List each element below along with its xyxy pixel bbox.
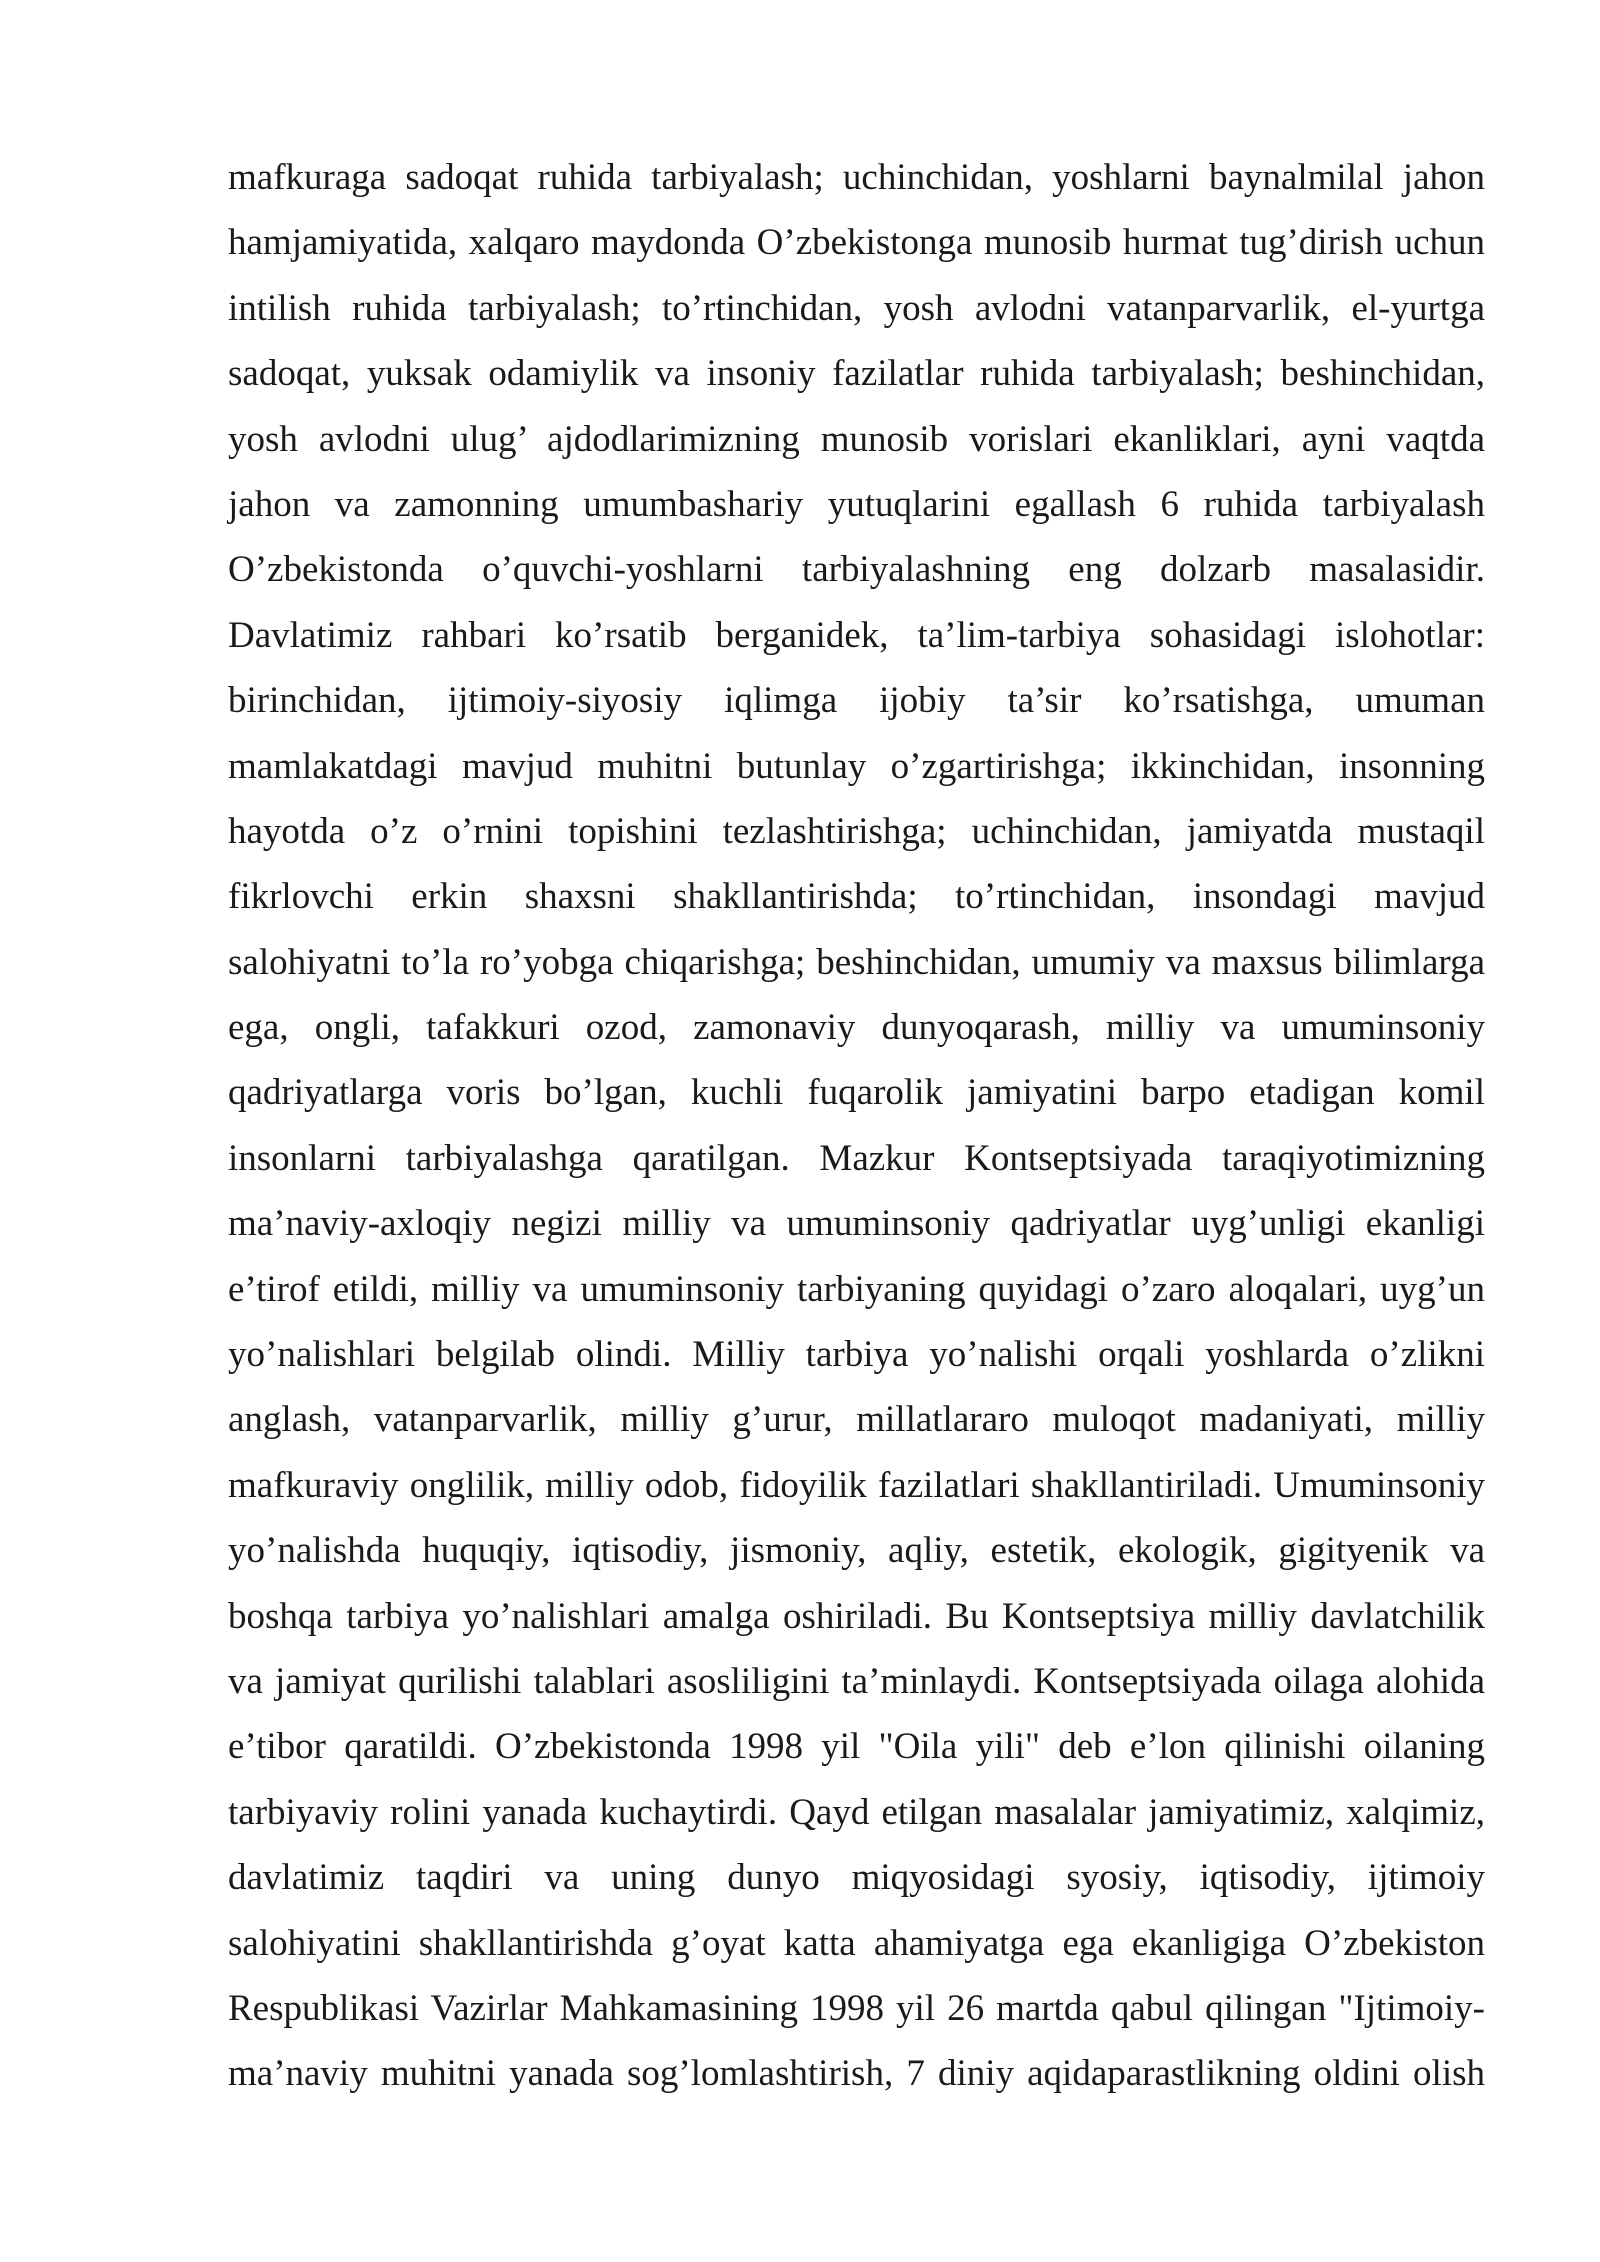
text-line: sadoqat, yuksak odamiylik va insoniy fazilatlar ruhida tarbiyalash; beshinchidan, (228, 353, 1485, 395)
text-line: mafkuraga sadoqat ruhida tarbiyalash; uchinchidan, yoshlarni baynalmilal jahon (228, 157, 1485, 198)
text-line: intilish ruhida tarbiyalash; to’rtinchidan, yosh avlodni vatanparvarlik, el-yurtga (228, 287, 1485, 329)
text-line: e’tirof etildi, milliy va umuminsoniy tarbiyaning quyidagi o’zaro aloqalari, uyg’un (228, 1268, 1485, 1310)
text-line: mamlakatdagi mavjud muhitni butunlay o’zgartirishga; ikkinchidan, insonning (228, 745, 1485, 787)
text-line: ega, ongli, tafakkuri ozod, zamonaviy dunyoqarash, milliy va umuminsoniy (228, 1007, 1485, 1049)
text-line: salohiyatni to’la ro’yobga chiqarishga; beshinchidan, umumiy va maxsus bilimlarga (228, 941, 1485, 983)
text-line: fikrlovchi erkin shaxsni shakllantirishda; to’rtinchidan, insondagi mavjud (228, 876, 1485, 918)
text-line: hamjamiyatida, xalqaro maydonda O’zbekistonga munosib hurmat tug’dirish uchun (228, 222, 1485, 264)
text-line: yosh avlodni ulug’ ajdodlarimizning munosib vorislari ekanliklari, ayni vaqtda (228, 418, 1485, 460)
text-line: e’tibor qaratildi. O’zbekistonda 1998 yil "Oila yili" deb e’lon qilinishi oilaning (228, 1726, 1485, 1768)
text-line: jahon va zamonning umumbashariy yutuqlarini egallash 6 ruhida tarbiyalash (228, 483, 1485, 525)
text-line: Davlatimiz rahbari ko’rsatib berganidek, ta’lim-tarbiya sohasidagi islohotlar: (228, 614, 1485, 656)
text-line: boshqa tarbiya yo’nalishlari amalga oshiriladi. Bu Kontseptsiya milliy davlatchilik (228, 1595, 1485, 1637)
text-line: Respublikasi Vazirlar Mahkamasining 1998 yil 26 martda qabul qilingan "Ijtimoiy- (228, 1987, 1485, 2029)
text-line: birinchidan, ijtimoiy-siyosiy iqlimga ijobiy ta’sir ko’rsatishga, umuman (228, 680, 1485, 722)
text-line: salohiyatini shakllantirishda g’oyat katta ahamiyatga ega ekanligiga O’zbekiston (228, 1922, 1485, 1964)
text-line: O’zbekistonda o’quvchi-yoshlarni tarbiyalashning eng dolzarb masalasidir. (228, 549, 1485, 591)
text-line: anglash, vatanparvarlik, milliy g’urur, millatlararo muloqot madaniyati, milliy (228, 1399, 1485, 1441)
text-line: ma’naviy muhitni yanada sog’lomlashtirish, 7 diniy aqidaparastlikning oldini olish (228, 2053, 1485, 2095)
text-line: ma’naviy-axloqiy negizi milliy va umuminsoniy qadriyatlar uyg’unligi ekanligi (228, 1203, 1485, 1245)
body-text (228, 145, 1485, 2107)
text-line: insonlarni tarbiyalashga qaratilgan. Mazkur Kontseptsiyada taraqiyotimizning (228, 1137, 1485, 1179)
text-line: yo’nalishda huquqiy, iqtisodiy, jismoniy, aqliy, estetik, ekologik, gigityenik va (228, 1530, 1485, 1572)
text-line: yo’nalishlari belgilab olindi. Milliy tarbiya yo’nalishi orqali yoshlarda o’zlikni (228, 1334, 1485, 1376)
text-line: hayotda o’z o’rnini topishini tezlashtirishga; uchinchidan, jamiyatda mustaqil (228, 810, 1485, 852)
text-line: davlatimiz taqdiri va uning dunyo miqyosidagi syosiy, iqtisodiy, ijtimoiy (228, 1857, 1485, 1899)
text-line: tarbiyaviy rolini yanada kuchaytirdi. Qayd etilgan masalalar jamiyatimiz, xalqimiz, (228, 1791, 1485, 1833)
text-line: mafkuraviy onglilik, milliy odob, fidoyilik fazilatlari shakllantiriladi. Umuminsoniy (228, 1464, 1485, 1506)
text-line: va jamiyat qurilishi talablari asosliligini ta’minlaydi. Kontseptsiyada oilaga alohida (228, 1660, 1485, 1702)
text-line: qadriyatlarga voris bo’lgan, kuchli fuqarolik jamiyatini barpo etadigan komil (228, 1072, 1485, 1114)
